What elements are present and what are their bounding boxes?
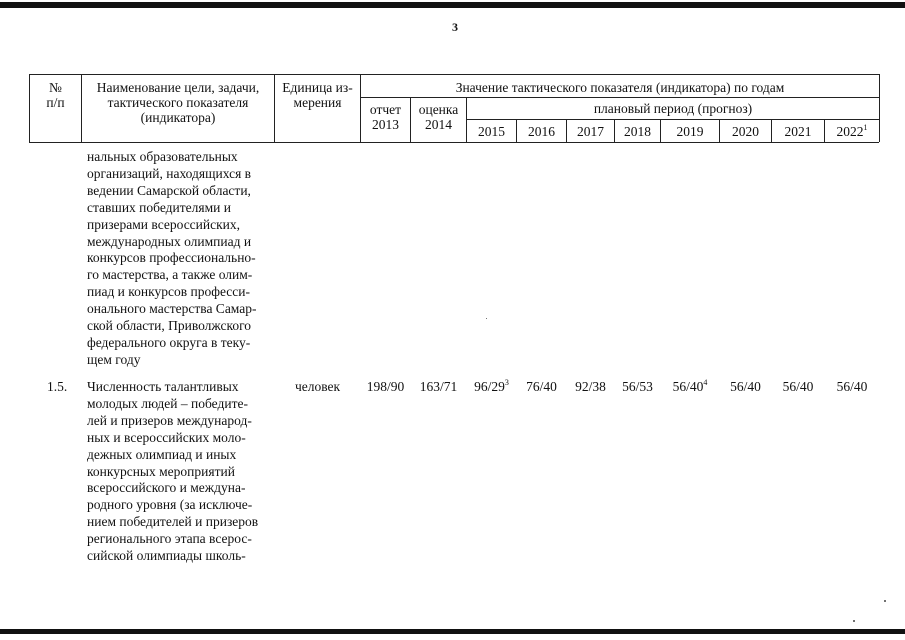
header-year: 2016 [528, 124, 555, 139]
value-2022: 56/40 [836, 379, 868, 394]
value-2019: $56/40^4$ [672, 378, 708, 394]
header-bottom-line [29, 142, 879, 143]
value-2017: 92/38 [575, 379, 606, 394]
header-year: 2020 [732, 124, 759, 139]
scan-speck [884, 600, 886, 602]
scan-speck [486, 318, 487, 319]
value-2016: 76/40 [526, 379, 557, 394]
header-estimate-2014: оценка 2014 [418, 102, 459, 132]
value-2014: 163/71 [419, 379, 458, 394]
continued-indicator-name: нальных образовательных организаций, находящихся в ведении Самарской области, ставших победителями и призерами всероссийских, международных олимпиад и конкурсов профессионально- го мастерства, а также олим- пиад и конкурсов професси- онального мастерства Самар- ской области, Приволжского федерального округа в теку- щем году [87, 149, 257, 367]
header-mid-line [360, 97, 879, 98]
footnote-mark: 4 [703, 378, 708, 387]
header-year-line [466, 119, 879, 120]
footnote-mark: 3 [504, 378, 509, 387]
header-name: Наименование цели, задачи, тактического показателя (индикатора) [96, 80, 260, 125]
unit-value: человек [294, 379, 341, 394]
header-year: 2017 [577, 124, 604, 139]
header-number: № п/п [46, 80, 65, 110]
scan-speck [853, 620, 855, 622]
header-year: 2021 [784, 124, 812, 139]
value-2021: 56/40 [782, 379, 814, 394]
col-line [879, 74, 880, 142]
header-year: 2019 [676, 124, 704, 139]
value-2015: $96/29^3$ [474, 378, 509, 394]
header-year-2022: 2022$^1$ [836, 123, 868, 139]
value-2013: 198/90 [366, 379, 405, 394]
header-unit: Единица из- мерения [282, 80, 353, 110]
header-report-2013: отчет 2013 [369, 102, 402, 132]
header-top-line [29, 74, 879, 75]
footnote-mark: 1 [863, 123, 868, 132]
bottom-border-rule [0, 629, 905, 634]
top-border-rule [0, 2, 905, 8]
value-2018: 56/53 [622, 379, 653, 394]
row-number: 1.5. [47, 379, 68, 394]
header-year: 2018 [624, 124, 651, 139]
header-year: 2015 [478, 124, 505, 139]
value-2020: 56/40 [730, 379, 761, 394]
header-plan-period: плановый период (прогноз) [593, 101, 753, 116]
header-values: Значение тактического показателя (индикатора) по годам [455, 80, 785, 95]
page-number: 3 [452, 20, 458, 34]
indicator-name: Численность талантливых молодых людей – победите- лей и призеров международ- ных и всероссийских моло- дежных олимпиад и иных конкурсных мероприятий всероссийского и междуна- родного уровня (за исключе- нием победителей и призеров регионального этапа всерос- сийской олимпиады школь- [87, 379, 259, 564]
